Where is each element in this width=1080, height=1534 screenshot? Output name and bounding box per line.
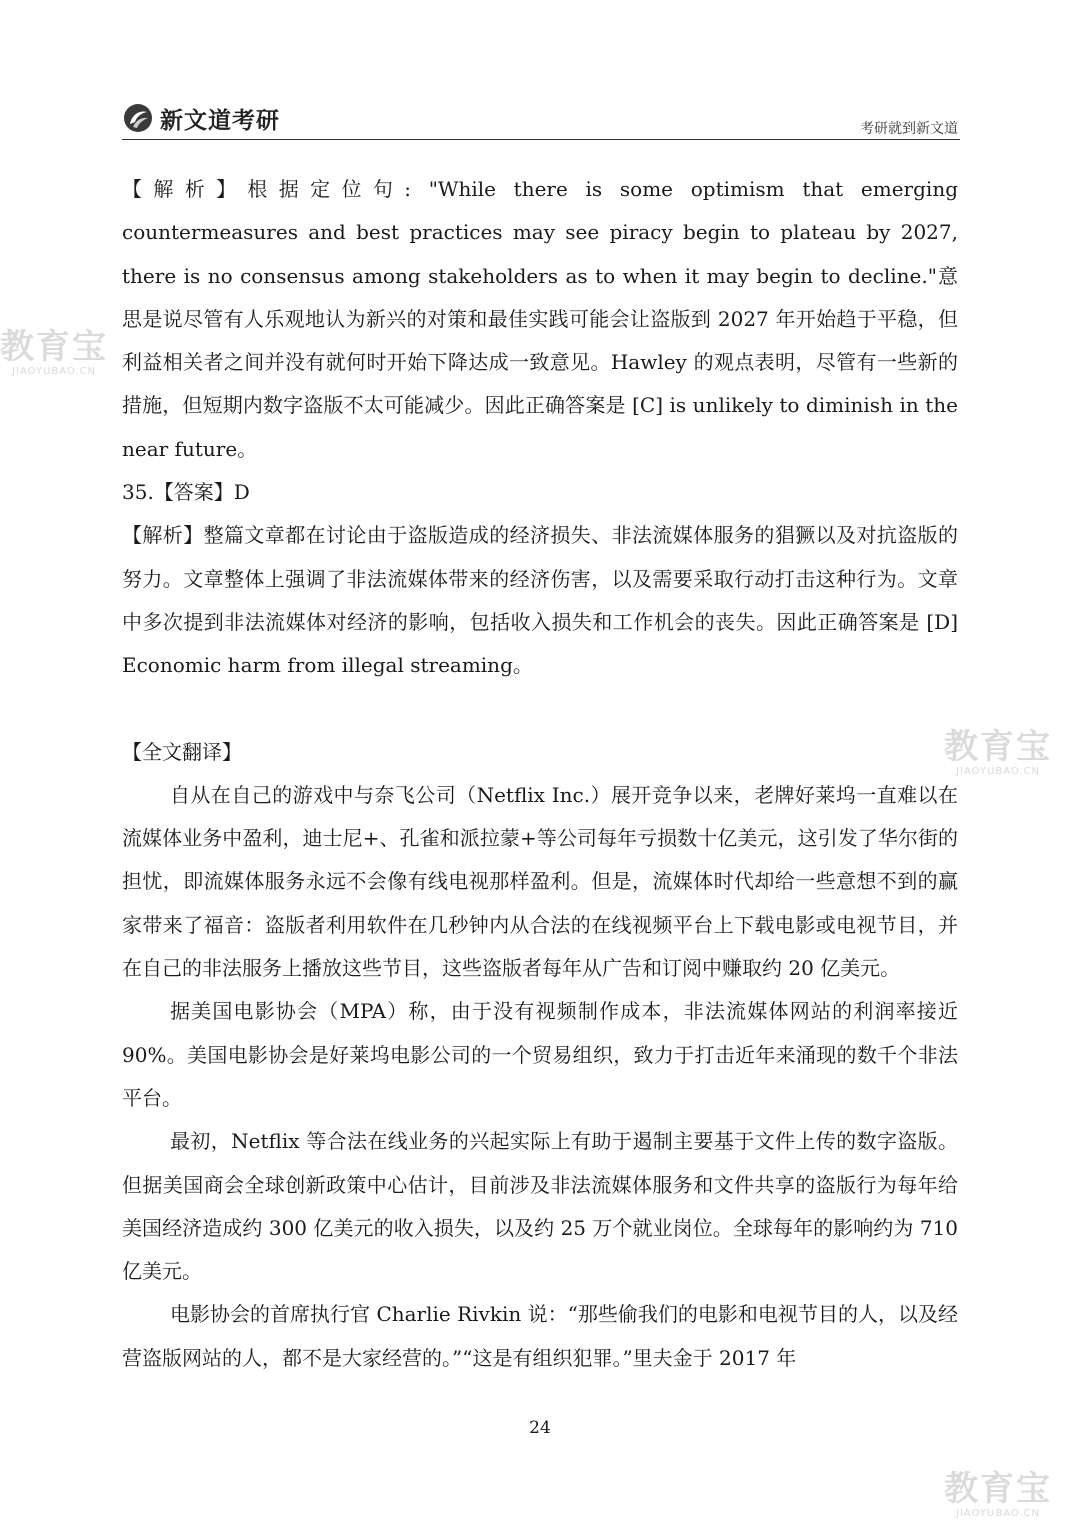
analysis-paragraph-q35: 【解析】整篇文章都在讨论由于盗版造成的经济损失、非法流媒体服务的猖獗以及对抗盗版的努力。文章整体上强调了非法流媒体带来的经济伤害，以及需要采取行动打击这种行为。文章中多次提到非法流媒体对经济的影响，包括收入损失和工作机会的丧失。因此正确答案是 [D] Economic harm from illegal streaming。 bbox=[122, 523, 958, 678]
answer-q35: 35.【答案】D bbox=[122, 480, 250, 505]
translation-paragraph: 自从在自己的游戏中与奈飞公司（Netflix Inc.）展开竞争以来，老牌好莱坞一直难以在流媒体业务中盈利，迪士尼+、孔雀和派拉蒙+等公司每年亏损数十亿美元，这引发了华尔街的担忧，即流媒体服务永远不会像有线电视那样盈利。但是，流媒体时代却给一些意想不到的赢家带来了福音：盗版者利用软件在几秒钟内从合法的在线视频平台上下载电影或电视节目，并在自己的非法服务上播放这些节目，这些盗版者每年从广告和订阅中赚取约 20 亿美元。 bbox=[122, 782, 958, 981]
phoenix-logo-icon bbox=[122, 102, 154, 134]
translation-paragraph: 电影协会的首席执行官 Charlie Rivkin 说：“那些偷我们的电影和电视节目的人，以及经营盗版网站的人，都不是大家经营的。”“这是有组织犯罪。”里夫金于 2017 年 bbox=[122, 1302, 958, 1370]
brand-name: 新文道考研 bbox=[160, 107, 280, 134]
brand-logo bbox=[122, 100, 280, 136]
watermark-en: JIAOYUBAO.CN bbox=[956, 766, 1040, 777]
watermark bbox=[944, 728, 1052, 778]
watermark bbox=[0, 328, 108, 378]
watermark-cn: 教育宝 bbox=[0, 327, 108, 367]
watermark-en: JIAOYUBAO.CN bbox=[956, 1508, 1040, 1519]
watermark-cn: 教育宝 bbox=[944, 1469, 1052, 1509]
watermark-en: JIAOYUBAO.CN bbox=[12, 366, 96, 377]
document-body bbox=[122, 168, 958, 1380]
translation-heading: 【全文翻译】 bbox=[122, 739, 242, 764]
translation-paragraph: 最初，Netflix 等合法在线业务的兴起实际上有助于遏制主要基于文件上传的数字盗版。但据美国商会全球创新政策中心估计，目前涉及非法流媒体服务和文件共享的盗版行为每年给美国经济造成约 300 亿美元的收入损失，以及约 25 万个就业岗位。全球每年的影响约为 710 亿美元。 bbox=[122, 1129, 958, 1284]
page-number: 24 bbox=[529, 1418, 551, 1438]
header-divider bbox=[122, 139, 960, 140]
analysis-paragraph-q34: 【解析】根据定位句: "While there is some optimism that emerging countermeasures and best practices may see piracy begin to plateau by 2027, there is no consensus among stakeholders as to when it may begin to decline."意思是说尽管有人乐观地认为新兴的对策和最佳实践可能会让盗版到 2027 年开始趋于平稳，但利益相关者之间并没有就何时开始下降达成一致意见。Hawley 的观点表明，尽管有一些新的措施，但短期内数字盗版不太可能减少。因此正确答案是 [C] is unlikely to diminish in the near future。 bbox=[122, 177, 958, 461]
header-slogan: 考研就到新文道 bbox=[860, 121, 958, 137]
watermark bbox=[944, 1470, 1052, 1520]
watermark-cn: 教育宝 bbox=[944, 727, 1052, 767]
page-header bbox=[122, 98, 960, 140]
section-spacer bbox=[122, 688, 958, 731]
translation-paragraph: 据美国电影协会（MPA）称，由于没有视频制作成本，非法流媒体网站的利润率接近 90%。美国电影协会是好莱坞电影公司的一个贸易组织，致力于打击近年来涌现的数千个非法平台。 bbox=[122, 999, 958, 1110]
